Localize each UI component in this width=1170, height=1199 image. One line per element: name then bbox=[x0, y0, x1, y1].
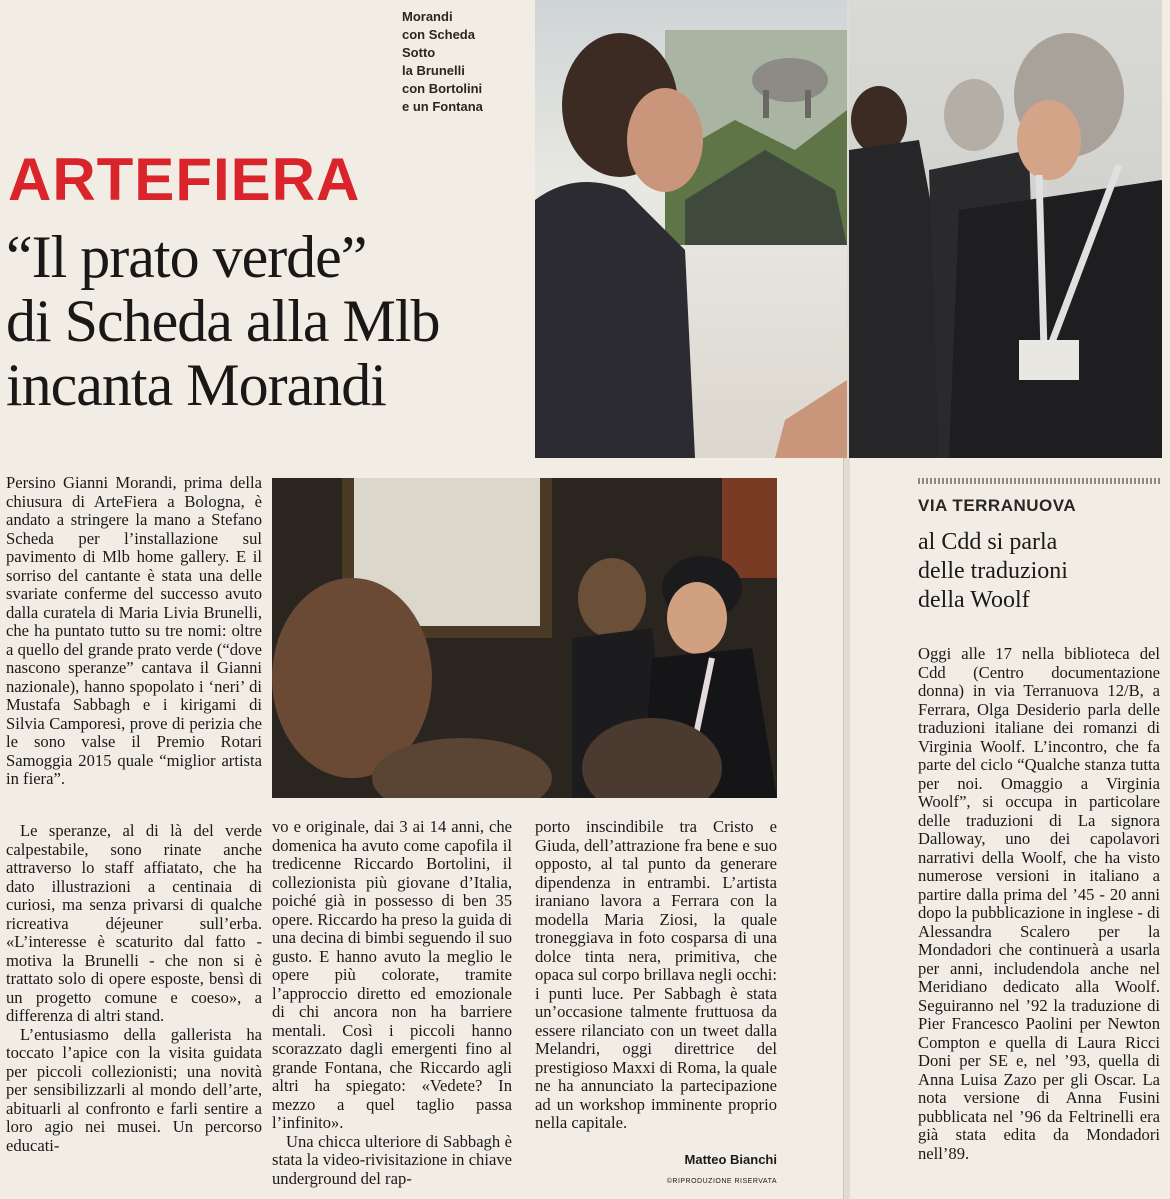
headline-line: di Scheda alla Mlb bbox=[6, 288, 440, 354]
article-column-1-continued bbox=[6, 822, 262, 1155]
sidebar-title bbox=[918, 528, 1158, 615]
photo-brunelli-group bbox=[849, 0, 1162, 458]
photo-children-visit-image bbox=[272, 478, 777, 798]
sidebar-column bbox=[918, 645, 1160, 1163]
sidebar-kicker: VIA TERRANUOVA bbox=[918, 496, 1077, 515]
sidebar-title-line: delle traduzioni bbox=[918, 558, 1068, 584]
sidebar-title-line: della Woolf bbox=[918, 587, 1030, 613]
paragraph: vo e originale, dai 3 ai 14 anni, che domenica ha avuto come capofila il tredicenne Riccardo Bortolini, il collezionista più giovane d’Italia, poiché già in possesso di ben 35 opere. Riccardo ha preso la guida di una decina di bimbi seguendo il suo gusto. E hanno avuto la meglio le opere più colorate, tramite l’approccio diretto ed emozionale di chi ancora non ha barriere mentali. Così i piccoli hanno scorazzato dagli emergenti fino al grande Fontana, che Riccardo agli altri ha spiegato: «Vedete? In mezzo a quel taglio passa l’infinito». bbox=[272, 817, 512, 1132]
article-column-1 bbox=[6, 474, 262, 789]
sidebar-paragraph: Oggi alle 17 nella biblioteca del Cdd (Centro documentazione donna) in via Terranuova 12/B, a Ferrara, Olga Desiderio parla delle traduzioni italiane dei romanzi di Virginia Woolf. L’incontro, che fa parte del ciclo “Qualche stanza tutta per noi. Omaggio a Virginia Woolf”, si occupa in particolare delle traduzioni di La signora Dalloway, uno dei capolavori narrativi della Woolf, che ha visto numerose versioni in italiano a partire dalla prima del ’45 - 20 anni dopo la pubblicazione in inglese - di Alessandra Scalero per la Mondadori che continuerà a usarla per anni, includendola anche nel Meridiano dedicato alla Woolf. Seguiranno nel ’92 la traduzione di Pier Francesco Paolini per Newton Compton e quella di Laura Ricci Doni per SE e, nel ’93, quella di Anna Luisa Zazo per gli Oscar. La nota versione di Anna Fusini pubblicata nel ’96 da Feltrinelli era già stata edita da Mondadori nell’89. bbox=[918, 644, 1160, 1163]
author-byline: Matteo Bianchi bbox=[684, 1152, 777, 1167]
copyright-note: ©RIPRODUZIONE RISERVATA bbox=[666, 1178, 777, 1185]
photo-brunelli-group-image bbox=[849, 0, 1162, 458]
section-tag: ARTEFIERA bbox=[8, 146, 361, 213]
sidebar-divider bbox=[918, 478, 1160, 484]
caption-line: e un Fontana bbox=[402, 99, 483, 114]
sidebar-title-line: al Cdd si parla bbox=[918, 529, 1058, 555]
caption-line: Morandi bbox=[402, 9, 453, 24]
caption-line: la Brunelli bbox=[402, 63, 465, 78]
paragraph: Le speranze, al di là del verde calpestabile, sono rinate anche attraverso lo staff affiatato, che ha dato illustrazioni a centinaia di curiosi, ma senza privarsi di qualche ricreativa déjeuner sull’erba. «L’interesse è scaturito dal fatto - motiva la Brunelli - che non si è trattato solo di opere esposte, bensì di un progetto comune e coeso», a differenza di altri stand. bbox=[6, 821, 262, 1025]
article-headline bbox=[6, 225, 526, 417]
headline-line: incanta Morandi bbox=[6, 352, 386, 418]
photo-morandi-scheda bbox=[535, 0, 847, 458]
photo-morandi-scheda-image bbox=[535, 0, 847, 458]
photo-children-visit bbox=[272, 478, 777, 798]
photo-caption bbox=[402, 8, 522, 116]
paragraph: porto inscindibile tra Cristo e Giuda, dell’attrazione fra bene e suo opposto, al tal punto da generare dipendenza in entrambi. L’artista iraniano lavora a Ferrara con la modella Maria Ziosi, la quale troneggiava in foto cosparsa di una dolce tinta nera, primitiva, che opaca sul corpo brillava negli occhi: i punti luce. Per Sabbagh è stata un’occasione talmente fruttuosa da essere rilanciato con un tweet dalla Melandri, oggi direttrice del prestigioso Maxxi di Roma, la quale ne ha annunciato la partecipazione ad un workshop imminente proprio nella capitale. bbox=[535, 817, 777, 1132]
paragraph: Una chicca ulteriore di Sabbagh è stata la video-rivisitazione in chiave underground del rap- bbox=[272, 1131, 512, 1188]
paragraph: L’entusiasmo della gallerista ha toccato l’apice con la visita guidata per piccoli collezionisti; una novità per sensibilizzarli al mondo dell’arte, abituarli al confronto e farli sentire a loro agio nei musei. Un percorso educati- bbox=[6, 1024, 262, 1155]
headline-line: “Il prato verde” bbox=[6, 224, 367, 290]
caption-line: con Bortolini bbox=[402, 81, 483, 96]
article-column-3 bbox=[535, 818, 777, 1133]
article-column-2 bbox=[272, 818, 512, 1188]
caption-line: Sotto bbox=[402, 45, 436, 60]
caption-line: con Scheda bbox=[402, 27, 475, 42]
paragraph: Persino Gianni Morandi, prima della chiusura di ArteFiera a Bologna, è andato a stringere la mano a Stefano Scheda per l’installazione sul pavimento di Mlb home gallery. E il sorriso del cantante è stata una delle svariate conferme del successo avuto dalla curatela di Maria Livia Brunelli, che ha puntato tutto su tre nomi: oltre a quello del grande prato verde (“dove nascono speranze” cantava il Gianni nazionale), hanno spopolato i ‘neri’ di Mustafa Sabbagh e i kirigami di Silvia Camporesi, prove di perizia che le sono valse il Premio Rotari Samoggia 2015 quale “miglior artista in fiera”. bbox=[6, 473, 262, 788]
